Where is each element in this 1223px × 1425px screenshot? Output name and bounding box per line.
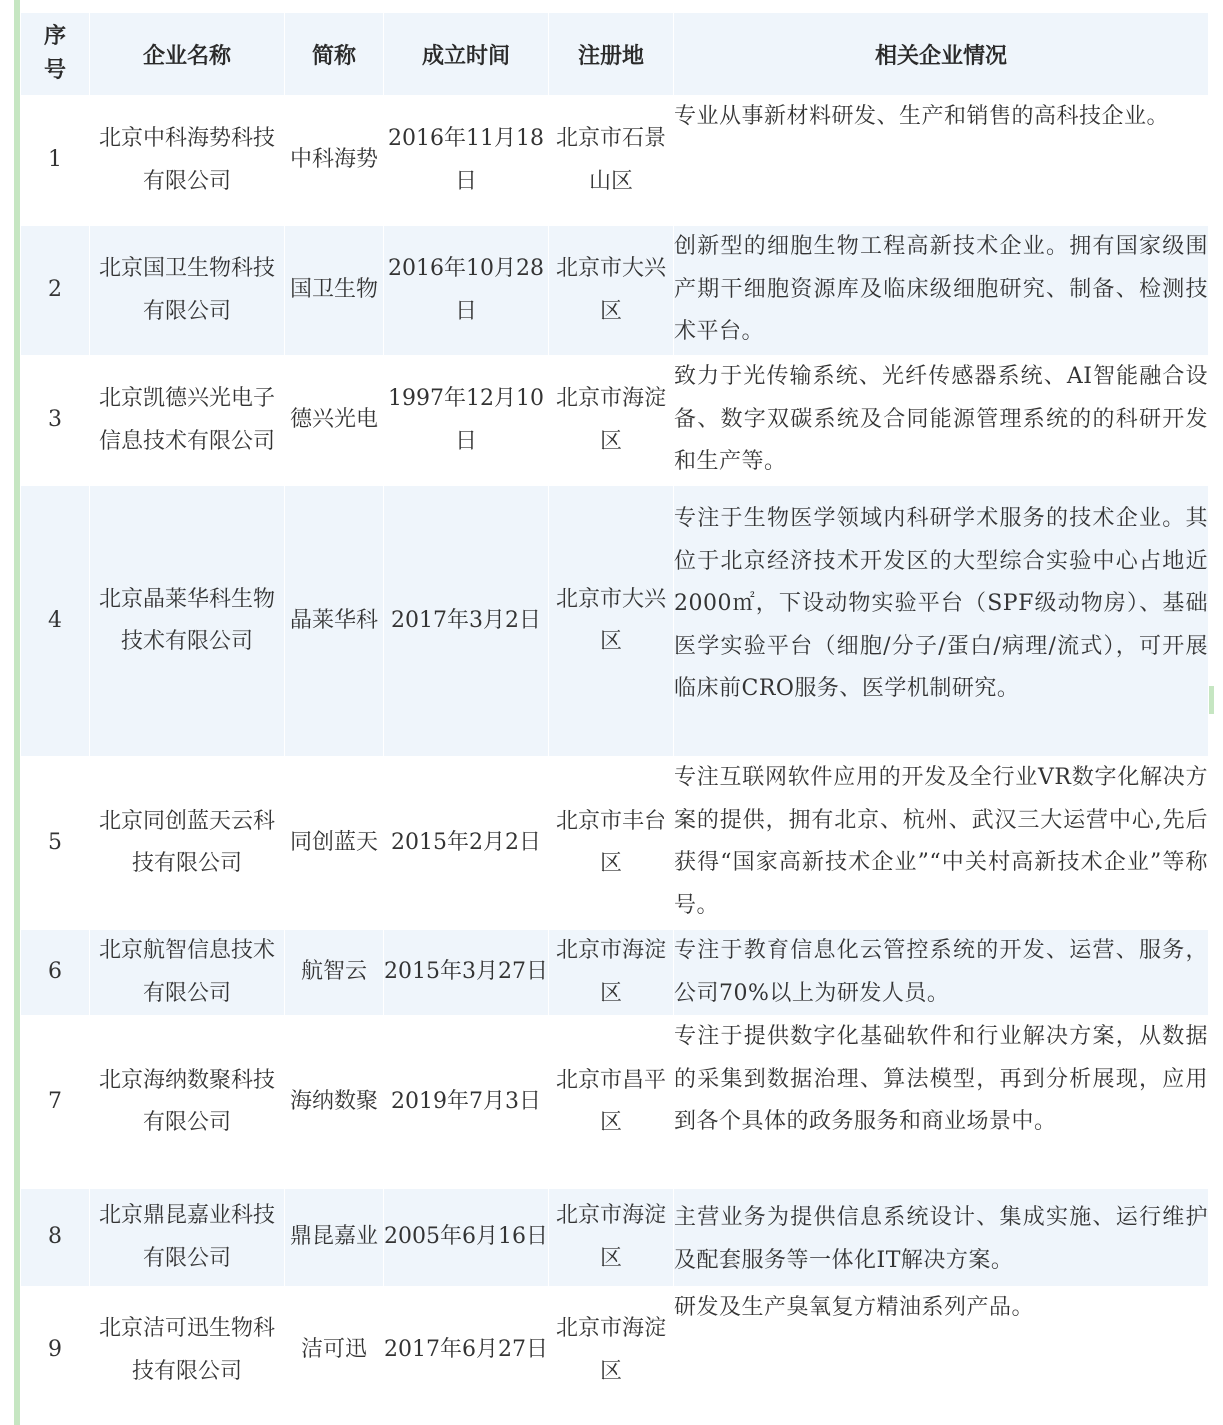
- header-company-description: 相关企业情况: [674, 13, 1209, 96]
- company-abbreviation: 海纳数聚: [285, 1016, 384, 1189]
- table-row: [21, 486, 1209, 757]
- registered-location: 北京市大兴区: [549, 226, 674, 356]
- header-abbreviation: 简称: [285, 13, 384, 96]
- company-description: 专注互联网软件应用的开发及全行业VR数字化解决方案的提供，拥有北京、杭州、武汉三大运营中心,先后获得“国家高新技术企业”“中关村高新技术企业”等称号。: [674, 757, 1209, 930]
- company-name: 北京洁可迅生物科技有限公司: [90, 1287, 285, 1415]
- founded-date: 2015年3月27日: [384, 930, 549, 1016]
- company-abbreviation: 航智云: [285, 930, 384, 1016]
- company-name: 北京国卫生物科技有限公司: [90, 226, 285, 356]
- table-row: [21, 1189, 1209, 1287]
- table-row: [21, 1016, 1209, 1189]
- row-index: 3: [21, 356, 90, 486]
- founded-date: 2005年6月16日: [384, 1189, 549, 1287]
- company-description: 致力于光传输系统、光纤传感器系统、AI智能融合设备、数字双碳系统及合同能源管理系统的的科研开发和生产等。: [674, 356, 1209, 486]
- table-header-row: [21, 13, 1209, 96]
- registered-location: 北京市海淀区: [549, 356, 674, 486]
- registered-location: 北京市大兴区: [549, 486, 674, 757]
- row-index: 7: [21, 1016, 90, 1189]
- company-name: 北京航智信息技术有限公司: [90, 930, 285, 1016]
- header-index: 序号: [21, 13, 90, 96]
- founded-date: 2019年7月3日: [384, 1016, 549, 1189]
- company-name: 北京凯德兴光电子信息技术有限公司: [90, 356, 285, 486]
- registered-location: 北京市丰台区: [549, 757, 674, 930]
- row-index: 4: [21, 486, 90, 757]
- company-abbreviation: 晶莱华科: [285, 486, 384, 757]
- company-description: 专注于提供数字化基础软件和行业解决方案，从数据的采集到数据治理、算法模型，再到分析展现，应用到各个具体的政务服务和商业场景中。: [674, 1016, 1209, 1189]
- company-description: 研发及生产臭氧复方精油系列产品。: [674, 1287, 1209, 1415]
- company-abbreviation: 同创蓝天: [285, 757, 384, 930]
- company-description: 创新型的细胞生物工程高新技术企业。拥有国家级围产期干细胞资源库及临床级细胞研究、制备、检测技术平台。: [674, 226, 1209, 356]
- table-row: [21, 356, 1209, 486]
- founded-date: 2015年2月2日: [384, 757, 549, 930]
- company-abbreviation: 德兴光电: [285, 356, 384, 486]
- company-abbreviation: 国卫生物: [285, 226, 384, 356]
- company-description: 专业从事新材料研发、生产和销售的高科技企业。: [674, 96, 1209, 226]
- company-name: 北京同创蓝天云科技有限公司: [90, 757, 285, 930]
- row-index: 6: [21, 930, 90, 1016]
- table-row: [21, 1287, 1209, 1415]
- registered-location: 北京市海淀区: [549, 1189, 674, 1287]
- founded-date: 2017年3月2日: [384, 486, 549, 757]
- header-registered-location: 注册地: [549, 13, 674, 96]
- founded-date: 1997年12月10日: [384, 356, 549, 486]
- row-index: 5: [21, 757, 90, 930]
- header-founded-date: 成立时间: [384, 13, 549, 96]
- company-abbreviation: 中科海势: [285, 96, 384, 226]
- registered-location: 北京市石景山区: [549, 96, 674, 226]
- table-row: [21, 226, 1209, 356]
- company-name: 北京晶莱华科生物技术有限公司: [90, 486, 285, 757]
- company-abbreviation: 洁可迅: [285, 1287, 384, 1415]
- row-index: 8: [21, 1189, 90, 1287]
- registered-location: 北京市昌平区: [549, 1016, 674, 1189]
- row-index: 9: [21, 1287, 90, 1415]
- company-description: 专注于生物医学领域内科研学术服务的技术企业。其位于北京经济技术开发区的大型综合实验中心占地近2000㎡，下设动物实验平台（SPF级动物房）、基础医学实验平台（细胞/分子/蛋白/病理/流式），可开展临床前CRO服务、医学机制研究。: [674, 486, 1209, 757]
- table-row: [21, 930, 1209, 1016]
- row-index: 1: [21, 96, 90, 226]
- company-abbreviation: 鼎昆嘉业: [285, 1189, 384, 1287]
- company-name: 北京海纳数聚科技有限公司: [90, 1016, 285, 1189]
- registered-location: 北京市海淀区: [549, 1287, 674, 1415]
- company-description: 主营业务为提供信息系统设计、集成实施、运行维护及配套服务等一体化IT解决方案。: [674, 1189, 1209, 1287]
- company-description: 专注于教育信息化云管控系统的开发、运营、服务，公司70%以上为研发人员。: [674, 930, 1209, 1016]
- founded-date: 2016年10月28日: [384, 226, 549, 356]
- founded-date: 2016年11月18日: [384, 96, 549, 226]
- row-index: 2: [21, 226, 90, 356]
- table-row: [21, 757, 1209, 930]
- company-table: [20, 12, 1209, 1415]
- company-name: 北京中科海势科技有限公司: [90, 96, 285, 226]
- registered-location: 北京市海淀区: [549, 930, 674, 1016]
- header-company-name: 企业名称: [90, 13, 285, 96]
- company-name: 北京鼎昆嘉业科技有限公司: [90, 1189, 285, 1287]
- founded-date: 2017年6月27日: [384, 1287, 549, 1415]
- table-row: [21, 96, 1209, 226]
